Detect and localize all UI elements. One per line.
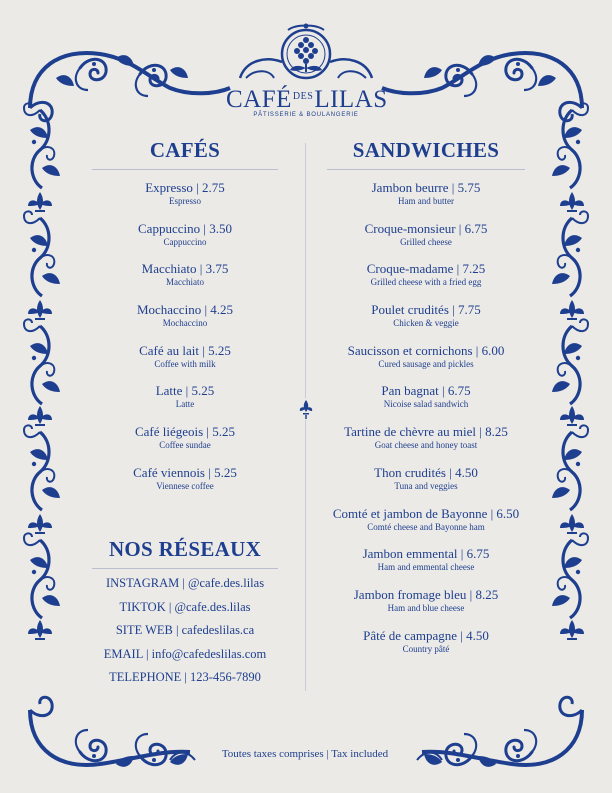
sandwiches-list (323, 179, 529, 667)
sandwich-item-description: Goat cheese and honey toast (374, 440, 478, 451)
sandwich-menu-item (323, 220, 529, 261)
sandwich-item-name: Thon crudités | 4.50 (374, 464, 478, 480)
sandwich-item-description: Chicken & veggie (393, 318, 459, 329)
sandwich-item-name: Croque-madame | 7.25 (366, 261, 486, 277)
cafe-item-name: Latte | 5.25 (155, 383, 215, 399)
cafe-menu-item (88, 220, 282, 261)
cafes-list (88, 179, 282, 505)
social-link-item: SITE WEB | cafedeslilas.ca (115, 623, 255, 637)
cafe-menu-item (88, 301, 282, 342)
sandwich-menu-item (323, 260, 529, 301)
social-link-item: TELEPHONE | 123-456-7890 (109, 670, 261, 684)
cafe-item-name: Mochaccino | 4.25 (136, 302, 234, 318)
cafe-item-description: Viennese coffee (156, 480, 214, 491)
cafe-item-description: Macchiato (166, 277, 204, 288)
cafe-item-name: Macchiato | 3.75 (141, 261, 229, 277)
social-list (88, 572, 282, 690)
sandwich-item-name: Jambon beurre | 5.75 (371, 180, 481, 195)
cafes-heading: CAFÉS (149, 138, 221, 162)
social-link-item: EMAIL | info@cafedeslilas.com (103, 646, 267, 661)
cafe-item-name: Café viennois | 5.25 (133, 464, 237, 480)
social-link-item: TIKTOK | @cafe.des.lilas (119, 599, 251, 614)
cafe-item-name: Expresso | 2.75 (145, 180, 225, 195)
cafe-menu-item (88, 423, 282, 464)
sandwich-menu-item (323, 342, 529, 383)
cafe-item-description: Cappuccino (163, 236, 207, 247)
cafe-menu-item (88, 464, 282, 505)
sandwich-item-name: Comté et jambon de Bayonne | 6.50 (332, 505, 520, 521)
sandwich-menu-item (323, 627, 529, 668)
cafe-item-name: Café au lait | 5.25 (139, 342, 231, 358)
sandwich-item-name: Pan bagnat | 6.75 (381, 383, 471, 399)
sandwich-item-description: Ham and blue cheese (387, 602, 465, 613)
sandwich-item-description: Grilled cheese with a fried egg (370, 277, 482, 288)
cafes-rule (92, 169, 278, 170)
sandwich-menu-item (323, 464, 529, 505)
social-heading: NOS RÉSEAUX (108, 537, 262, 561)
cafe-item-description: Mochaccino (162, 318, 208, 329)
logo-title: $CAFÉ^{DES}LILAS$ (226, 86, 388, 113)
social-link-item: INSTAGRAM | @cafe.des.lilas (105, 576, 265, 590)
cafe-menu-item (88, 260, 282, 301)
sandwich-item-description: Nicoise salad sandwich (383, 399, 469, 410)
sandwich-menu-item (323, 301, 529, 342)
cafe-menu-item (88, 382, 282, 423)
sandwiches-heading: SANDWICHES (352, 138, 500, 162)
fleur-divider-icon (298, 398, 314, 420)
sandwich-item-name: Pâté de campagne | 4.50 (363, 627, 489, 643)
sandwich-menu-item (323, 382, 529, 423)
social-section (88, 536, 282, 690)
sandwich-menu-item (323, 179, 529, 220)
sandwich-item-description: Tuna and veggies (394, 480, 458, 491)
sandwich-item-description: Comté cheese and Bayonne ham (367, 521, 485, 532)
sandwich-item-name: Poulet crudités | 7.75 (371, 302, 481, 318)
sandwich-item-name: Jambon emmental | 6.75 (362, 546, 490, 562)
sandwich-item-description: Country pâté (402, 643, 450, 654)
sandwich-menu-item (323, 423, 529, 464)
cafe-menu-item (88, 342, 282, 383)
sandwich-item-description: Cured sausage and pickles (378, 358, 474, 369)
cafe-item-description: Coffee sundae (159, 440, 211, 451)
cafe-item-description: Coffee with milk (154, 358, 216, 369)
sandwiches-rule (327, 169, 525, 170)
cafes-section (88, 137, 282, 505)
cafe-item-name: Café liégeois | 5.25 (134, 424, 236, 440)
sandwich-item-description: Ham and butter (398, 196, 454, 206)
sandwich-item-name: Croque-monsieur | 6.75 (364, 220, 488, 236)
sandwich-item-name: Saucisson et cornichons | 6.00 (347, 342, 505, 358)
sandwich-item-description: Ham and emmental cheese (377, 562, 475, 573)
sandwich-item-name: Jambon fromage bleu | 8.25 (353, 586, 499, 602)
sandwich-menu-item (323, 586, 529, 627)
cafe-item-description: Espresso (169, 196, 201, 206)
sandwich-menu-item (323, 505, 529, 546)
sandwich-item-description: Grilled cheese (400, 236, 452, 247)
lilac-crest-icon (226, 20, 386, 84)
cafe-item-name: Cappuccino | 3.50 (138, 220, 232, 236)
sandwiches-section (323, 137, 529, 667)
social-rule (92, 568, 278, 569)
sandwich-menu-item (323, 545, 529, 586)
cafe-menu-item (88, 179, 282, 220)
cafe-item-description: Latte (175, 399, 195, 410)
tax-note: Toutes taxes comprises | Tax included (221, 748, 389, 760)
sandwich-item-name: Tartine de chèvre au miel | 8.25 (344, 424, 508, 440)
cafe-logo (226, 20, 386, 120)
logo-subtitle: PÂTISSERIE & BOULANGERIE (253, 112, 359, 118)
